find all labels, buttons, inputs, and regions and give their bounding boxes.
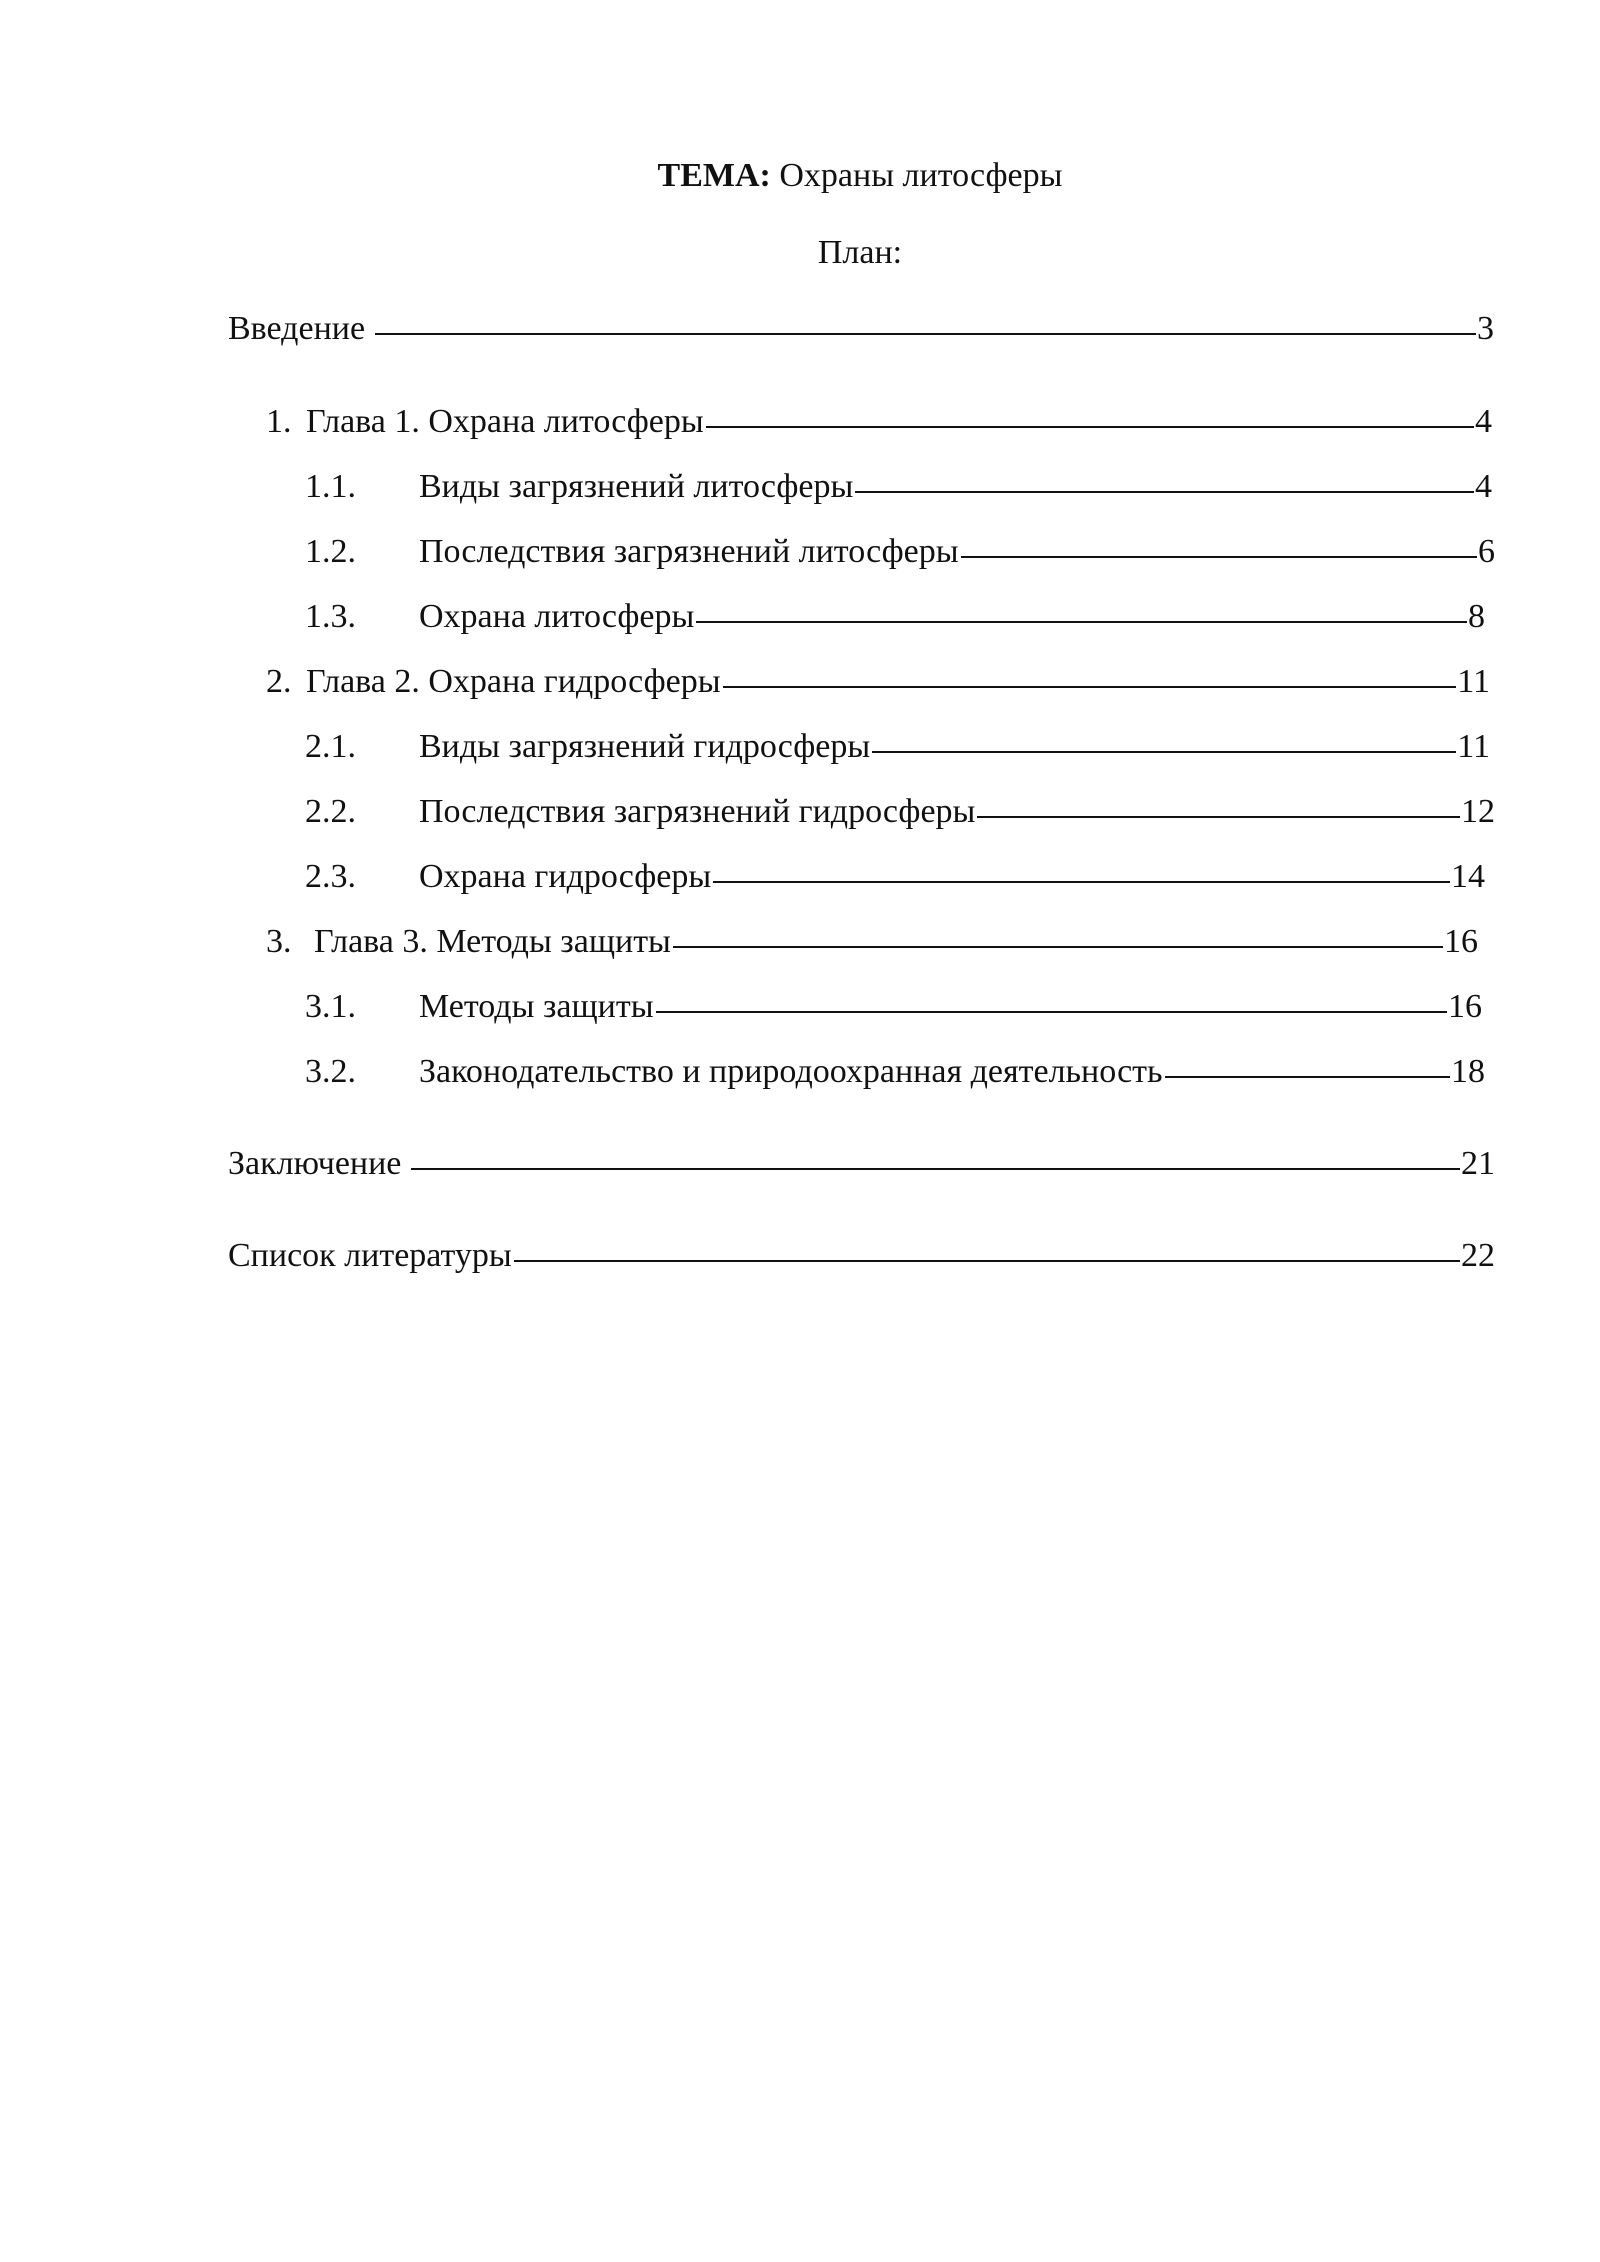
toc-entry-chapter-3	[266, 922, 1478, 962]
toc-leader-line	[1165, 1076, 1450, 1078]
toc-entry-section-2-3	[305, 857, 1485, 897]
toc-entry-text: Виды загрязнений литосферы	[419, 468, 854, 505]
toc-entry-page: 22	[1461, 1237, 1495, 1274]
toc-entry-number: 2.2.	[305, 793, 356, 830]
title-text: Охраны литосферы	[779, 157, 1063, 194]
toc-entry-page: 21	[1461, 1145, 1495, 1182]
toc-entry-section-3-2	[305, 1052, 1485, 1092]
toc-entry-page: 4	[1475, 468, 1492, 505]
toc-leader-line	[673, 946, 1443, 948]
toc-entry-text: Последствия загрязнений гидросферы	[419, 793, 976, 830]
toc-leader-line	[696, 621, 1467, 623]
toc-entry-page: 18	[1451, 1053, 1485, 1090]
toc-entry-page: 16	[1448, 988, 1482, 1025]
toc-entry-text: Законодательство и природоохранная деятельность	[419, 1053, 1163, 1090]
toc-entry-number: 3.2.	[305, 1053, 356, 1090]
toc-leader-line	[723, 686, 1457, 688]
toc-entry-page: 16	[1444, 923, 1478, 960]
toc-entry-number: 2.	[266, 663, 292, 700]
toc-entry-text: Глава 3. Методы защиты	[314, 923, 671, 960]
toc-entry-text: Охрана гидросферы	[419, 858, 712, 895]
toc-leader-line	[961, 556, 1477, 558]
toc-entry-page: 4	[1475, 403, 1492, 440]
toc-entry-intro	[228, 309, 1494, 349]
toc-leader-line	[411, 1168, 1460, 1170]
toc-entry-text: Список литературы	[228, 1237, 512, 1274]
toc-entry-page: 8	[1468, 598, 1485, 635]
toc-entry-text: Охрана литосферы	[419, 598, 695, 635]
toc-entry-page: 3	[1477, 310, 1494, 347]
toc-entry-text: Последствия загрязнений литосферы	[419, 533, 959, 570]
toc-entry-number: 1.3.	[305, 598, 356, 635]
toc-entry-chapter-1	[266, 402, 1492, 442]
toc-entry-section-2-1	[305, 727, 1490, 767]
toc-entry-section-1-3	[305, 597, 1485, 637]
toc-leader-line	[872, 751, 1456, 753]
toc-leader-line	[977, 816, 1460, 818]
toc-entry-conclusion	[228, 1144, 1495, 1184]
toc-entry-number: 1.2.	[305, 533, 356, 570]
document-title	[0, 156, 1600, 196]
toc-entry-chapter-2	[266, 662, 1490, 702]
toc-leader-line	[713, 881, 1450, 883]
toc-leader-line	[375, 333, 1476, 335]
toc-entry-text: Глава 2. Охрана гидросферы	[306, 663, 721, 700]
toc-entry-page: 14	[1451, 858, 1485, 895]
plan-heading: План:	[817, 234, 903, 271]
toc-entry-text: Методы защиты	[419, 988, 654, 1025]
toc-entry-section-1-2	[305, 532, 1495, 572]
toc-entry-section-2-2	[305, 792, 1495, 832]
toc-leader-line	[706, 426, 1474, 428]
toc-entry-number: 3.	[266, 923, 292, 960]
toc-entry-number: 1.1.	[305, 468, 356, 505]
toc-entry-page: 12	[1461, 793, 1495, 830]
toc-entry-section-3-1	[305, 987, 1482, 1027]
toc-entry-section-1-1	[305, 467, 1492, 507]
toc-entry-number: 3.1.	[305, 988, 356, 1025]
toc-entry-page: 11	[1457, 728, 1490, 765]
toc-leader-line	[855, 491, 1474, 493]
toc-entry-page: 6	[1478, 533, 1495, 570]
toc-entry-text: Виды загрязнений гидросферы	[419, 728, 871, 765]
toc-entry-text: Глава 1. Охрана литосферы	[306, 403, 704, 440]
toc-entry-number: 1.	[266, 403, 292, 440]
toc-leader-line	[656, 1011, 1447, 1013]
toc-entry-text: Заключение	[228, 1145, 402, 1182]
toc-entry-page: 11	[1457, 663, 1490, 700]
toc-entry-references	[228, 1236, 1495, 1276]
toc-leader-line	[514, 1260, 1460, 1262]
toc-entry-number: 2.3.	[305, 858, 356, 895]
toc-entry-text: Введение	[228, 310, 366, 347]
title-label: ТЕМА:	[657, 157, 771, 194]
toc-entry-number: 2.1.	[305, 728, 356, 765]
